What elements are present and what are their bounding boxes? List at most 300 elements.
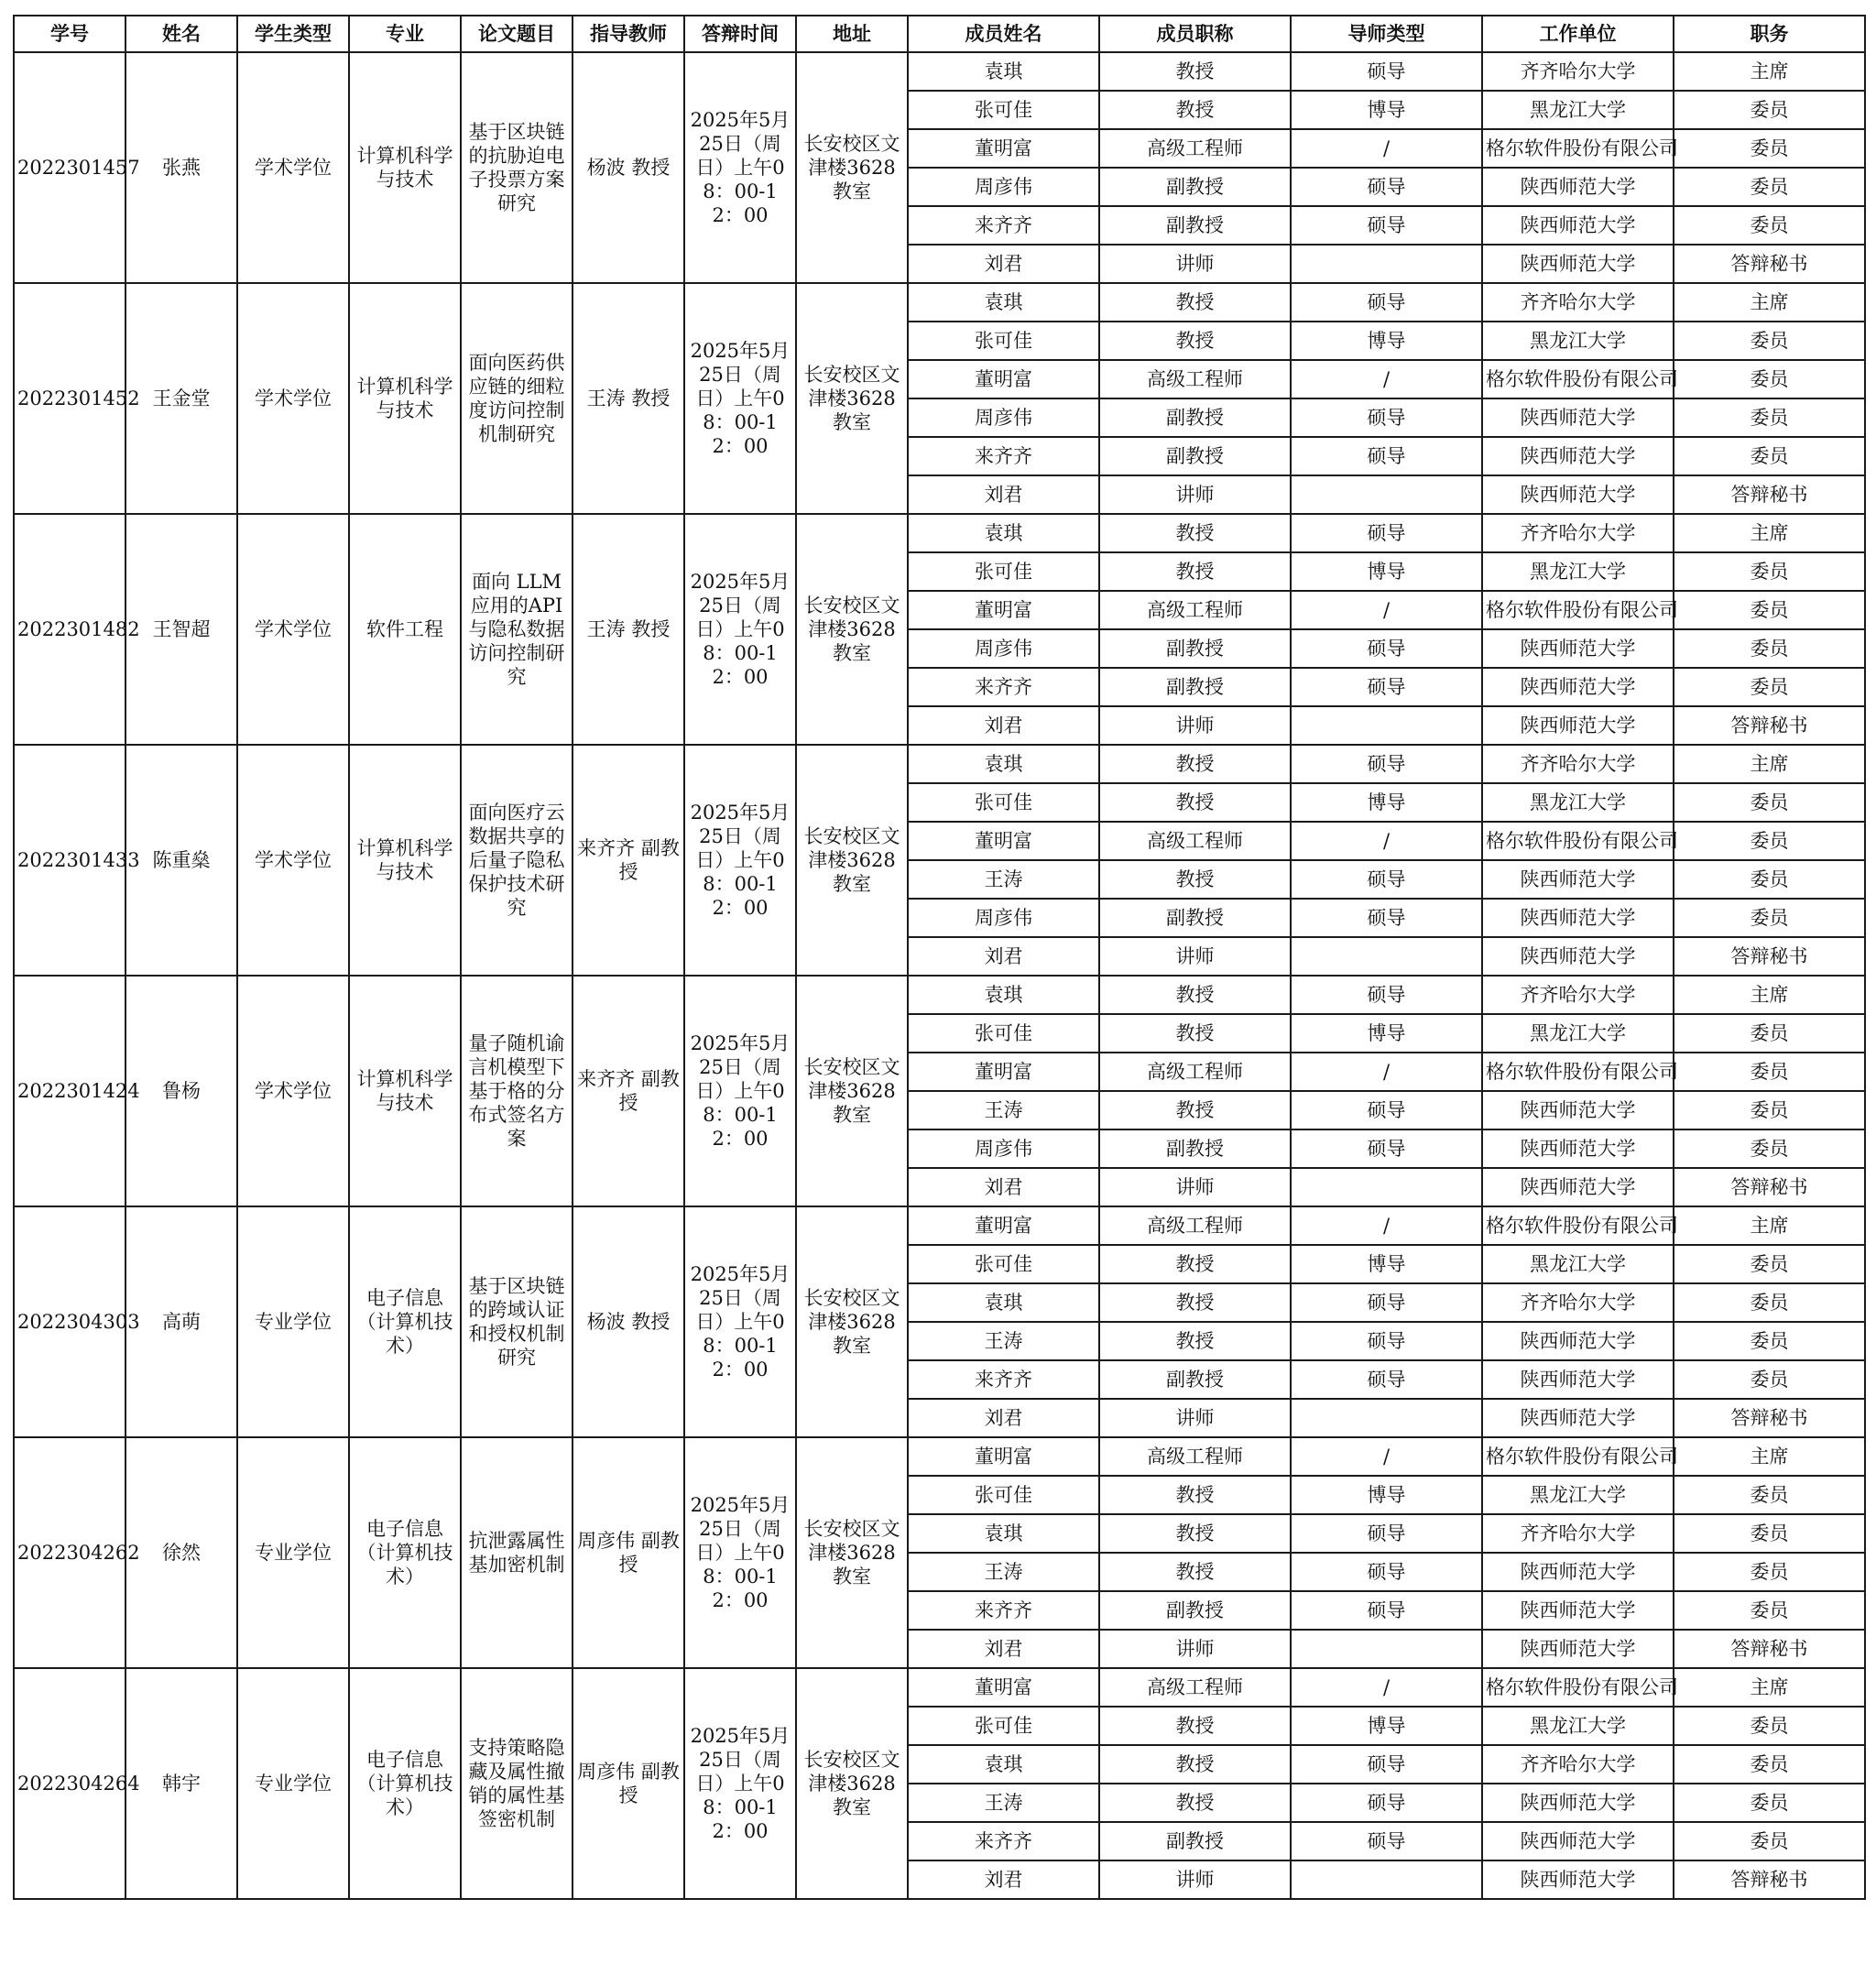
member-rank-cell: 副教授 xyxy=(1099,398,1291,437)
tutor-type-cell xyxy=(1291,1168,1482,1206)
tutor-type-cell: 硕导 xyxy=(1291,1745,1482,1784)
advisor-cell: 来齐齐 副教授 xyxy=(573,745,684,976)
member-rank-cell: 高级工程师 xyxy=(1099,129,1291,168)
committee-role-cell: 委员 xyxy=(1674,591,1865,629)
member-name-cell: 周彦伟 xyxy=(908,629,1099,668)
work-unit-cell: 黑龙江大学 xyxy=(1482,783,1674,822)
header-location: 地址 xyxy=(796,16,908,52)
tutor-type-cell: 硕导 xyxy=(1291,1129,1482,1168)
work-unit-cell: 陕西师范大学 xyxy=(1482,245,1674,283)
defense-time-cell: 2025年5月25日（周日）上午08：00-12：00 xyxy=(684,1206,796,1437)
student-type-cell: 学术学位 xyxy=(237,745,349,976)
work-unit-cell: 齐齐哈尔大学 xyxy=(1482,976,1674,1014)
committee-role-cell: 委员 xyxy=(1674,91,1865,129)
committee-role-cell: 委员 xyxy=(1674,899,1865,937)
member-name-cell: 王涛 xyxy=(908,1322,1099,1360)
work-unit-cell: 陕西师范大学 xyxy=(1482,668,1674,706)
work-unit-cell: 陕西师范大学 xyxy=(1482,1822,1674,1860)
student-name-cell: 张燕 xyxy=(125,52,237,283)
committee-role-cell: 委员 xyxy=(1674,206,1865,245)
work-unit-cell: 陕西师范大学 xyxy=(1482,206,1674,245)
header-member-rank: 成员职称 xyxy=(1099,16,1291,52)
thesis-title-cell: 面向医药供应链的细粒度访问控制机制研究 xyxy=(461,283,573,514)
committee-role-cell: 答辩秘书 xyxy=(1674,1399,1865,1437)
tutor-type-cell: 博导 xyxy=(1291,322,1482,360)
member-rank-cell: 高级工程师 xyxy=(1099,1437,1291,1476)
tutor-type-cell: 博导 xyxy=(1291,1476,1482,1514)
committee-role-cell: 答辩秘书 xyxy=(1674,475,1865,514)
major-cell: 计算机科学与技术 xyxy=(349,745,461,976)
member-name-cell: 周彦伟 xyxy=(908,168,1099,206)
member-rank-cell: 副教授 xyxy=(1099,1129,1291,1168)
defense-time-cell: 2025年5月25日（周日）上午08：00-12：00 xyxy=(684,1668,796,1899)
tutor-type-cell: 硕导 xyxy=(1291,398,1482,437)
tutor-type-cell: 硕导 xyxy=(1291,1514,1482,1553)
table-row xyxy=(14,1437,1865,1476)
member-name-cell: 周彦伟 xyxy=(908,1129,1099,1168)
committee-role-cell: 委员 xyxy=(1674,1476,1865,1514)
committee-role-cell: 委员 xyxy=(1674,552,1865,591)
work-unit-cell: 陕西师范大学 xyxy=(1482,899,1674,937)
advisor-cell: 杨波 教授 xyxy=(573,1206,684,1437)
thesis-title-cell: 基于区块链的跨域认证和授权机制研究 xyxy=(461,1206,573,1437)
work-unit-cell: 齐齐哈尔大学 xyxy=(1482,1283,1674,1322)
member-rank-cell: 高级工程师 xyxy=(1099,1206,1291,1245)
member-name-cell: 袁琪 xyxy=(908,745,1099,783)
major-cell: 电子信息（计算机技术） xyxy=(349,1437,461,1668)
member-name-cell: 周彦伟 xyxy=(908,899,1099,937)
member-name-cell: 刘君 xyxy=(908,245,1099,283)
tutor-type-cell: / xyxy=(1291,1206,1482,1245)
member-name-cell: 刘君 xyxy=(908,1399,1099,1437)
header-row xyxy=(14,16,1865,52)
tutor-type-cell: / xyxy=(1291,822,1482,860)
work-unit-cell: 齐齐哈尔大学 xyxy=(1482,1514,1674,1553)
member-rank-cell: 教授 xyxy=(1099,1283,1291,1322)
member-rank-cell: 副教授 xyxy=(1099,168,1291,206)
member-rank-cell: 高级工程师 xyxy=(1099,1668,1291,1707)
tutor-type-cell: 博导 xyxy=(1291,783,1482,822)
work-unit-cell: 陕西师范大学 xyxy=(1482,475,1674,514)
location-cell: 长安校区文津楼3628教室 xyxy=(796,514,908,745)
committee-role-cell: 委员 xyxy=(1674,783,1865,822)
tutor-type-cell: 硕导 xyxy=(1291,668,1482,706)
committee-role-cell: 主席 xyxy=(1674,52,1865,91)
table-row xyxy=(14,1206,1865,1245)
member-rank-cell: 教授 xyxy=(1099,322,1291,360)
member-name-cell: 刘君 xyxy=(908,706,1099,745)
location-cell: 长安校区文津楼3628教室 xyxy=(796,745,908,976)
committee-role-cell: 委员 xyxy=(1674,1745,1865,1784)
member-rank-cell: 高级工程师 xyxy=(1099,360,1291,398)
committee-role-cell: 委员 xyxy=(1674,668,1865,706)
student-name-cell: 徐然 xyxy=(125,1437,237,1668)
committee-role-cell: 委员 xyxy=(1674,1591,1865,1630)
member-name-cell: 来齐齐 xyxy=(908,668,1099,706)
member-rank-cell: 讲师 xyxy=(1099,937,1291,976)
student-name-cell: 鲁杨 xyxy=(125,976,237,1206)
committee-role-cell: 委员 xyxy=(1674,1784,1865,1822)
member-name-cell: 张可佳 xyxy=(908,1707,1099,1745)
member-rank-cell: 讲师 xyxy=(1099,706,1291,745)
student-id-cell: 2022301433 xyxy=(14,745,125,976)
member-name-cell: 袁琪 xyxy=(908,1514,1099,1553)
committee-role-cell: 答辩秘书 xyxy=(1674,245,1865,283)
student-id-cell: 2022304303 xyxy=(14,1206,125,1437)
header-student-name: 姓名 xyxy=(125,16,237,52)
committee-role-cell: 委员 xyxy=(1674,1360,1865,1399)
member-rank-cell: 高级工程师 xyxy=(1099,1053,1291,1091)
work-unit-cell: 陕西师范大学 xyxy=(1482,1860,1674,1899)
member-name-cell: 刘君 xyxy=(908,475,1099,514)
tutor-type-cell: 硕导 xyxy=(1291,1553,1482,1591)
member-rank-cell: 讲师 xyxy=(1099,245,1291,283)
student-name-cell: 陈重燊 xyxy=(125,745,237,976)
work-unit-cell: 黑龙江大学 xyxy=(1482,1476,1674,1514)
member-rank-cell: 讲师 xyxy=(1099,1630,1291,1668)
member-name-cell: 袁琪 xyxy=(908,283,1099,322)
advisor-cell: 周彦伟 副教授 xyxy=(573,1437,684,1668)
thesis-title-cell: 抗泄露属性基加密机制 xyxy=(461,1437,573,1668)
member-name-cell: 王涛 xyxy=(908,1784,1099,1822)
committee-role-cell: 委员 xyxy=(1674,168,1865,206)
committee-role-cell: 委员 xyxy=(1674,129,1865,168)
header-advisor: 指导教师 xyxy=(573,16,684,52)
table-row xyxy=(14,976,1865,1014)
member-name-cell: 董明富 xyxy=(908,129,1099,168)
tutor-type-cell: / xyxy=(1291,1668,1482,1707)
work-unit-cell: 陕西师范大学 xyxy=(1482,1591,1674,1630)
work-unit-cell: 黑龙江大学 xyxy=(1482,1014,1674,1053)
student-type-cell: 学术学位 xyxy=(237,514,349,745)
tutor-type-cell: 博导 xyxy=(1291,91,1482,129)
student-type-cell: 专业学位 xyxy=(237,1206,349,1437)
committee-role-cell: 主席 xyxy=(1674,514,1865,552)
table-body xyxy=(14,52,1865,1899)
tutor-type-cell: 硕导 xyxy=(1291,1091,1482,1129)
member-rank-cell: 副教授 xyxy=(1099,899,1291,937)
committee-role-cell: 委员 xyxy=(1674,1707,1865,1745)
table-row xyxy=(14,52,1865,91)
member-name-cell: 来齐齐 xyxy=(908,437,1099,475)
advisor-cell: 杨波 教授 xyxy=(573,52,684,283)
tutor-type-cell xyxy=(1291,937,1482,976)
major-cell: 计算机科学与技术 xyxy=(349,52,461,283)
advisor-cell: 来齐齐 副教授 xyxy=(573,976,684,1206)
defense-time-cell: 2025年5月25日（周日）上午08：00-12：00 xyxy=(684,1437,796,1668)
tutor-type-cell: 博导 xyxy=(1291,552,1482,591)
location-cell: 长安校区文津楼3628教室 xyxy=(796,52,908,283)
member-name-cell: 张可佳 xyxy=(908,1245,1099,1283)
tutor-type-cell: 硕导 xyxy=(1291,1822,1482,1860)
work-unit-cell: 黑龙江大学 xyxy=(1482,91,1674,129)
work-unit-cell: 陕西师范大学 xyxy=(1482,1399,1674,1437)
member-rank-cell: 教授 xyxy=(1099,1745,1291,1784)
member-name-cell: 袁琪 xyxy=(908,1745,1099,1784)
tutor-type-cell xyxy=(1291,1860,1482,1899)
work-unit-cell: 陕西师范大学 xyxy=(1482,1322,1674,1360)
thesis-title-cell: 面向 LLM应用的API与隐私数据访问控制研究 xyxy=(461,514,573,745)
defense-time-cell: 2025年5月25日（周日）上午08：00-12：00 xyxy=(684,514,796,745)
tutor-type-cell: 硕导 xyxy=(1291,899,1482,937)
member-name-cell: 董明富 xyxy=(908,1053,1099,1091)
member-name-cell: 袁琪 xyxy=(908,52,1099,91)
work-unit-cell: 陕西师范大学 xyxy=(1482,437,1674,475)
student-id-cell: 2022301457 xyxy=(14,52,125,283)
student-name-cell: 王智超 xyxy=(125,514,237,745)
member-rank-cell: 副教授 xyxy=(1099,206,1291,245)
tutor-type-cell: 博导 xyxy=(1291,1245,1482,1283)
committee-role-cell: 委员 xyxy=(1674,1129,1865,1168)
major-cell: 电子信息（计算机技术） xyxy=(349,1206,461,1437)
thesis-title-cell: 支持策略隐藏及属性撤销的属性基签密机制 xyxy=(461,1668,573,1899)
work-unit-cell: 黑龙江大学 xyxy=(1482,1245,1674,1283)
member-name-cell: 来齐齐 xyxy=(908,206,1099,245)
work-unit-cell: 陕西师范大学 xyxy=(1482,1553,1674,1591)
tutor-type-cell: 博导 xyxy=(1291,1014,1482,1053)
committee-role-cell: 委员 xyxy=(1674,1053,1865,1091)
location-cell: 长安校区文津楼3628教室 xyxy=(796,1668,908,1899)
defense-time-cell: 2025年5月25日（周日）上午08：00-12：00 xyxy=(684,52,796,283)
committee-role-cell: 答辩秘书 xyxy=(1674,1168,1865,1206)
tutor-type-cell: 硕导 xyxy=(1291,514,1482,552)
work-unit-cell: 格尔软件股份有限公司 xyxy=(1482,1668,1674,1707)
table-row xyxy=(14,283,1865,322)
member-name-cell: 周彦伟 xyxy=(908,398,1099,437)
member-name-cell: 来齐齐 xyxy=(908,1360,1099,1399)
student-id-cell: 2022301424 xyxy=(14,976,125,1206)
work-unit-cell: 陕西师范大学 xyxy=(1482,1091,1674,1129)
member-name-cell: 董明富 xyxy=(908,591,1099,629)
committee-role-cell: 委员 xyxy=(1674,1322,1865,1360)
tutor-type-cell: / xyxy=(1291,1053,1482,1091)
committee-role-cell: 委员 xyxy=(1674,1014,1865,1053)
member-rank-cell: 讲师 xyxy=(1099,1860,1291,1899)
tutor-type-cell xyxy=(1291,475,1482,514)
member-name-cell: 张可佳 xyxy=(908,783,1099,822)
member-rank-cell: 教授 xyxy=(1099,1245,1291,1283)
student-type-cell: 学术学位 xyxy=(237,52,349,283)
committee-role-cell: 主席 xyxy=(1674,1437,1865,1476)
student-type-cell: 学术学位 xyxy=(237,283,349,514)
member-rank-cell: 教授 xyxy=(1099,745,1291,783)
advisor-cell: 王涛 教授 xyxy=(573,283,684,514)
member-name-cell: 张可佳 xyxy=(908,1014,1099,1053)
member-rank-cell: 讲师 xyxy=(1099,475,1291,514)
thesis-title-cell: 量子随机谕言机模型下基于格的分布式签名方案 xyxy=(461,976,573,1206)
major-cell: 计算机科学与技术 xyxy=(349,976,461,1206)
tutor-type-cell: / xyxy=(1291,129,1482,168)
committee-role-cell: 委员 xyxy=(1674,1553,1865,1591)
major-cell: 软件工程 xyxy=(349,514,461,745)
tutor-type-cell: / xyxy=(1291,360,1482,398)
committee-role-cell: 答辩秘书 xyxy=(1674,937,1865,976)
work-unit-cell: 齐齐哈尔大学 xyxy=(1482,514,1674,552)
committee-role-cell: 答辩秘书 xyxy=(1674,706,1865,745)
tutor-type-cell xyxy=(1291,1399,1482,1437)
committee-role-cell: 委员 xyxy=(1674,860,1865,899)
tutor-type-cell: 硕导 xyxy=(1291,1784,1482,1822)
header-major: 专业 xyxy=(349,16,461,52)
table-header xyxy=(14,16,1865,52)
work-unit-cell: 格尔软件股份有限公司 xyxy=(1482,822,1674,860)
work-unit-cell: 齐齐哈尔大学 xyxy=(1482,283,1674,322)
committee-role-cell: 委员 xyxy=(1674,822,1865,860)
work-unit-cell: 格尔软件股份有限公司 xyxy=(1482,1206,1674,1245)
committee-role-cell: 主席 xyxy=(1674,976,1865,1014)
member-name-cell: 张可佳 xyxy=(908,322,1099,360)
work-unit-cell: 齐齐哈尔大学 xyxy=(1482,745,1674,783)
table-row xyxy=(14,514,1865,552)
member-name-cell: 董明富 xyxy=(908,360,1099,398)
header-student-id: 学号 xyxy=(14,16,125,52)
work-unit-cell: 陕西师范大学 xyxy=(1482,1168,1674,1206)
student-type-cell: 学术学位 xyxy=(237,976,349,1206)
work-unit-cell: 陕西师范大学 xyxy=(1482,937,1674,976)
work-unit-cell: 格尔软件股份有限公司 xyxy=(1482,1053,1674,1091)
member-rank-cell: 教授 xyxy=(1099,1322,1291,1360)
committee-role-cell: 委员 xyxy=(1674,437,1865,475)
tutor-type-cell: 硕导 xyxy=(1291,1322,1482,1360)
thesis-title-cell: 面向医疗云数据共享的后量子隐私保护技术研究 xyxy=(461,745,573,976)
tutor-type-cell: 硕导 xyxy=(1291,1591,1482,1630)
tutor-type-cell: 硕导 xyxy=(1291,283,1482,322)
tutor-type-cell xyxy=(1291,245,1482,283)
member-name-cell: 董明富 xyxy=(908,1206,1099,1245)
member-rank-cell: 高级工程师 xyxy=(1099,822,1291,860)
advisor-cell: 周彦伟 副教授 xyxy=(573,1668,684,1899)
tutor-type-cell: 硕导 xyxy=(1291,1360,1482,1399)
committee-role-cell: 委员 xyxy=(1674,1514,1865,1553)
work-unit-cell: 陕西师范大学 xyxy=(1482,1360,1674,1399)
member-rank-cell: 高级工程师 xyxy=(1099,591,1291,629)
defense-time-cell: 2025年5月25日（周日）上午08：00-12：00 xyxy=(684,976,796,1206)
advisor-cell: 王涛 教授 xyxy=(573,514,684,745)
member-rank-cell: 副教授 xyxy=(1099,437,1291,475)
location-cell: 长安校区文津楼3628教室 xyxy=(796,1206,908,1437)
member-rank-cell: 教授 xyxy=(1099,91,1291,129)
member-name-cell: 刘君 xyxy=(908,937,1099,976)
committee-role-cell: 主席 xyxy=(1674,1206,1865,1245)
member-name-cell: 王涛 xyxy=(908,860,1099,899)
member-name-cell: 董明富 xyxy=(908,822,1099,860)
student-name-cell: 韩宇 xyxy=(125,1668,237,1899)
tutor-type-cell: 硕导 xyxy=(1291,168,1482,206)
work-unit-cell: 齐齐哈尔大学 xyxy=(1482,52,1674,91)
member-name-cell: 刘君 xyxy=(908,1630,1099,1668)
committee-role-cell: 委员 xyxy=(1674,1091,1865,1129)
location-cell: 长安校区文津楼3628教室 xyxy=(796,283,908,514)
header-defense-time: 答辩时间 xyxy=(684,16,796,52)
member-name-cell: 袁琪 xyxy=(908,1283,1099,1322)
major-cell: 电子信息（计算机技术） xyxy=(349,1668,461,1899)
member-rank-cell: 副教授 xyxy=(1099,629,1291,668)
member-name-cell: 来齐齐 xyxy=(908,1591,1099,1630)
table-row xyxy=(14,1668,1865,1707)
member-name-cell: 来齐齐 xyxy=(908,1822,1099,1860)
member-rank-cell: 讲师 xyxy=(1099,1399,1291,1437)
member-rank-cell: 教授 xyxy=(1099,783,1291,822)
member-rank-cell: 副教授 xyxy=(1099,668,1291,706)
committee-role-cell: 委员 xyxy=(1674,322,1865,360)
member-rank-cell: 副教授 xyxy=(1099,1360,1291,1399)
header-student-type: 学生类型 xyxy=(237,16,349,52)
work-unit-cell: 陕西师范大学 xyxy=(1482,168,1674,206)
tutor-type-cell: 硕导 xyxy=(1291,745,1482,783)
member-rank-cell: 讲师 xyxy=(1099,1168,1291,1206)
work-unit-cell: 格尔软件股份有限公司 xyxy=(1482,129,1674,168)
tutor-type-cell xyxy=(1291,706,1482,745)
member-rank-cell: 副教授 xyxy=(1099,1591,1291,1630)
header-member-name: 成员姓名 xyxy=(908,16,1099,52)
committee-role-cell: 主席 xyxy=(1674,745,1865,783)
member-name-cell: 刘君 xyxy=(908,1168,1099,1206)
committee-role-cell: 委员 xyxy=(1674,398,1865,437)
student-name-cell: 王金堂 xyxy=(125,283,237,514)
member-rank-cell: 教授 xyxy=(1099,552,1291,591)
header-tutor-type: 导师类型 xyxy=(1291,16,1482,52)
tutor-type-cell: 硕导 xyxy=(1291,206,1482,245)
table-row xyxy=(14,745,1865,783)
member-rank-cell: 教授 xyxy=(1099,1784,1291,1822)
member-name-cell: 王涛 xyxy=(908,1553,1099,1591)
tutor-type-cell: / xyxy=(1291,591,1482,629)
thesis-title-cell: 基于区块链的抗胁迫电子投票方案研究 xyxy=(461,52,573,283)
member-rank-cell: 教授 xyxy=(1099,1091,1291,1129)
committee-role-cell: 委员 xyxy=(1674,360,1865,398)
tutor-type-cell: 硕导 xyxy=(1291,52,1482,91)
major-cell: 计算机科学与技术 xyxy=(349,283,461,514)
work-unit-cell: 陕西师范大学 xyxy=(1482,706,1674,745)
committee-role-cell: 委员 xyxy=(1674,1283,1865,1322)
work-unit-cell: 格尔软件股份有限公司 xyxy=(1482,1437,1674,1476)
member-rank-cell: 教授 xyxy=(1099,976,1291,1014)
location-cell: 长安校区文津楼3628教室 xyxy=(796,976,908,1206)
member-name-cell: 张可佳 xyxy=(908,1476,1099,1514)
location-cell: 长安校区文津楼3628教室 xyxy=(796,1437,908,1668)
member-rank-cell: 教授 xyxy=(1099,1553,1291,1591)
committee-role-cell: 委员 xyxy=(1674,1822,1865,1860)
student-id-cell: 2022304264 xyxy=(14,1668,125,1899)
member-name-cell: 袁琪 xyxy=(908,976,1099,1014)
committee-role-cell: 答辩秘书 xyxy=(1674,1860,1865,1899)
tutor-type-cell: 硕导 xyxy=(1291,1283,1482,1322)
tutor-type-cell: 博导 xyxy=(1291,1707,1482,1745)
member-rank-cell: 教授 xyxy=(1099,1707,1291,1745)
committee-role-cell: 委员 xyxy=(1674,629,1865,668)
defense-schedule-table xyxy=(13,15,1866,1900)
work-unit-cell: 陕西师范大学 xyxy=(1482,1129,1674,1168)
committee-role-cell: 委员 xyxy=(1674,1245,1865,1283)
student-type-cell: 专业学位 xyxy=(237,1437,349,1668)
member-name-cell: 王涛 xyxy=(908,1091,1099,1129)
student-id-cell: 2022301482 xyxy=(14,514,125,745)
work-unit-cell: 陕西师范大学 xyxy=(1482,629,1674,668)
work-unit-cell: 黑龙江大学 xyxy=(1482,1707,1674,1745)
defense-time-cell: 2025年5月25日（周日）上午08：00-12：00 xyxy=(684,283,796,514)
member-rank-cell: 副教授 xyxy=(1099,1822,1291,1860)
member-name-cell: 张可佳 xyxy=(908,552,1099,591)
student-name-cell: 高萌 xyxy=(125,1206,237,1437)
student-type-cell: 专业学位 xyxy=(237,1668,349,1899)
header-work-unit: 工作单位 xyxy=(1482,16,1674,52)
member-rank-cell: 教授 xyxy=(1099,1014,1291,1053)
work-unit-cell: 陕西师范大学 xyxy=(1482,860,1674,899)
tutor-type-cell: 硕导 xyxy=(1291,976,1482,1014)
work-unit-cell: 陕西师范大学 xyxy=(1482,1784,1674,1822)
committee-role-cell: 主席 xyxy=(1674,283,1865,322)
member-rank-cell: 教授 xyxy=(1099,514,1291,552)
